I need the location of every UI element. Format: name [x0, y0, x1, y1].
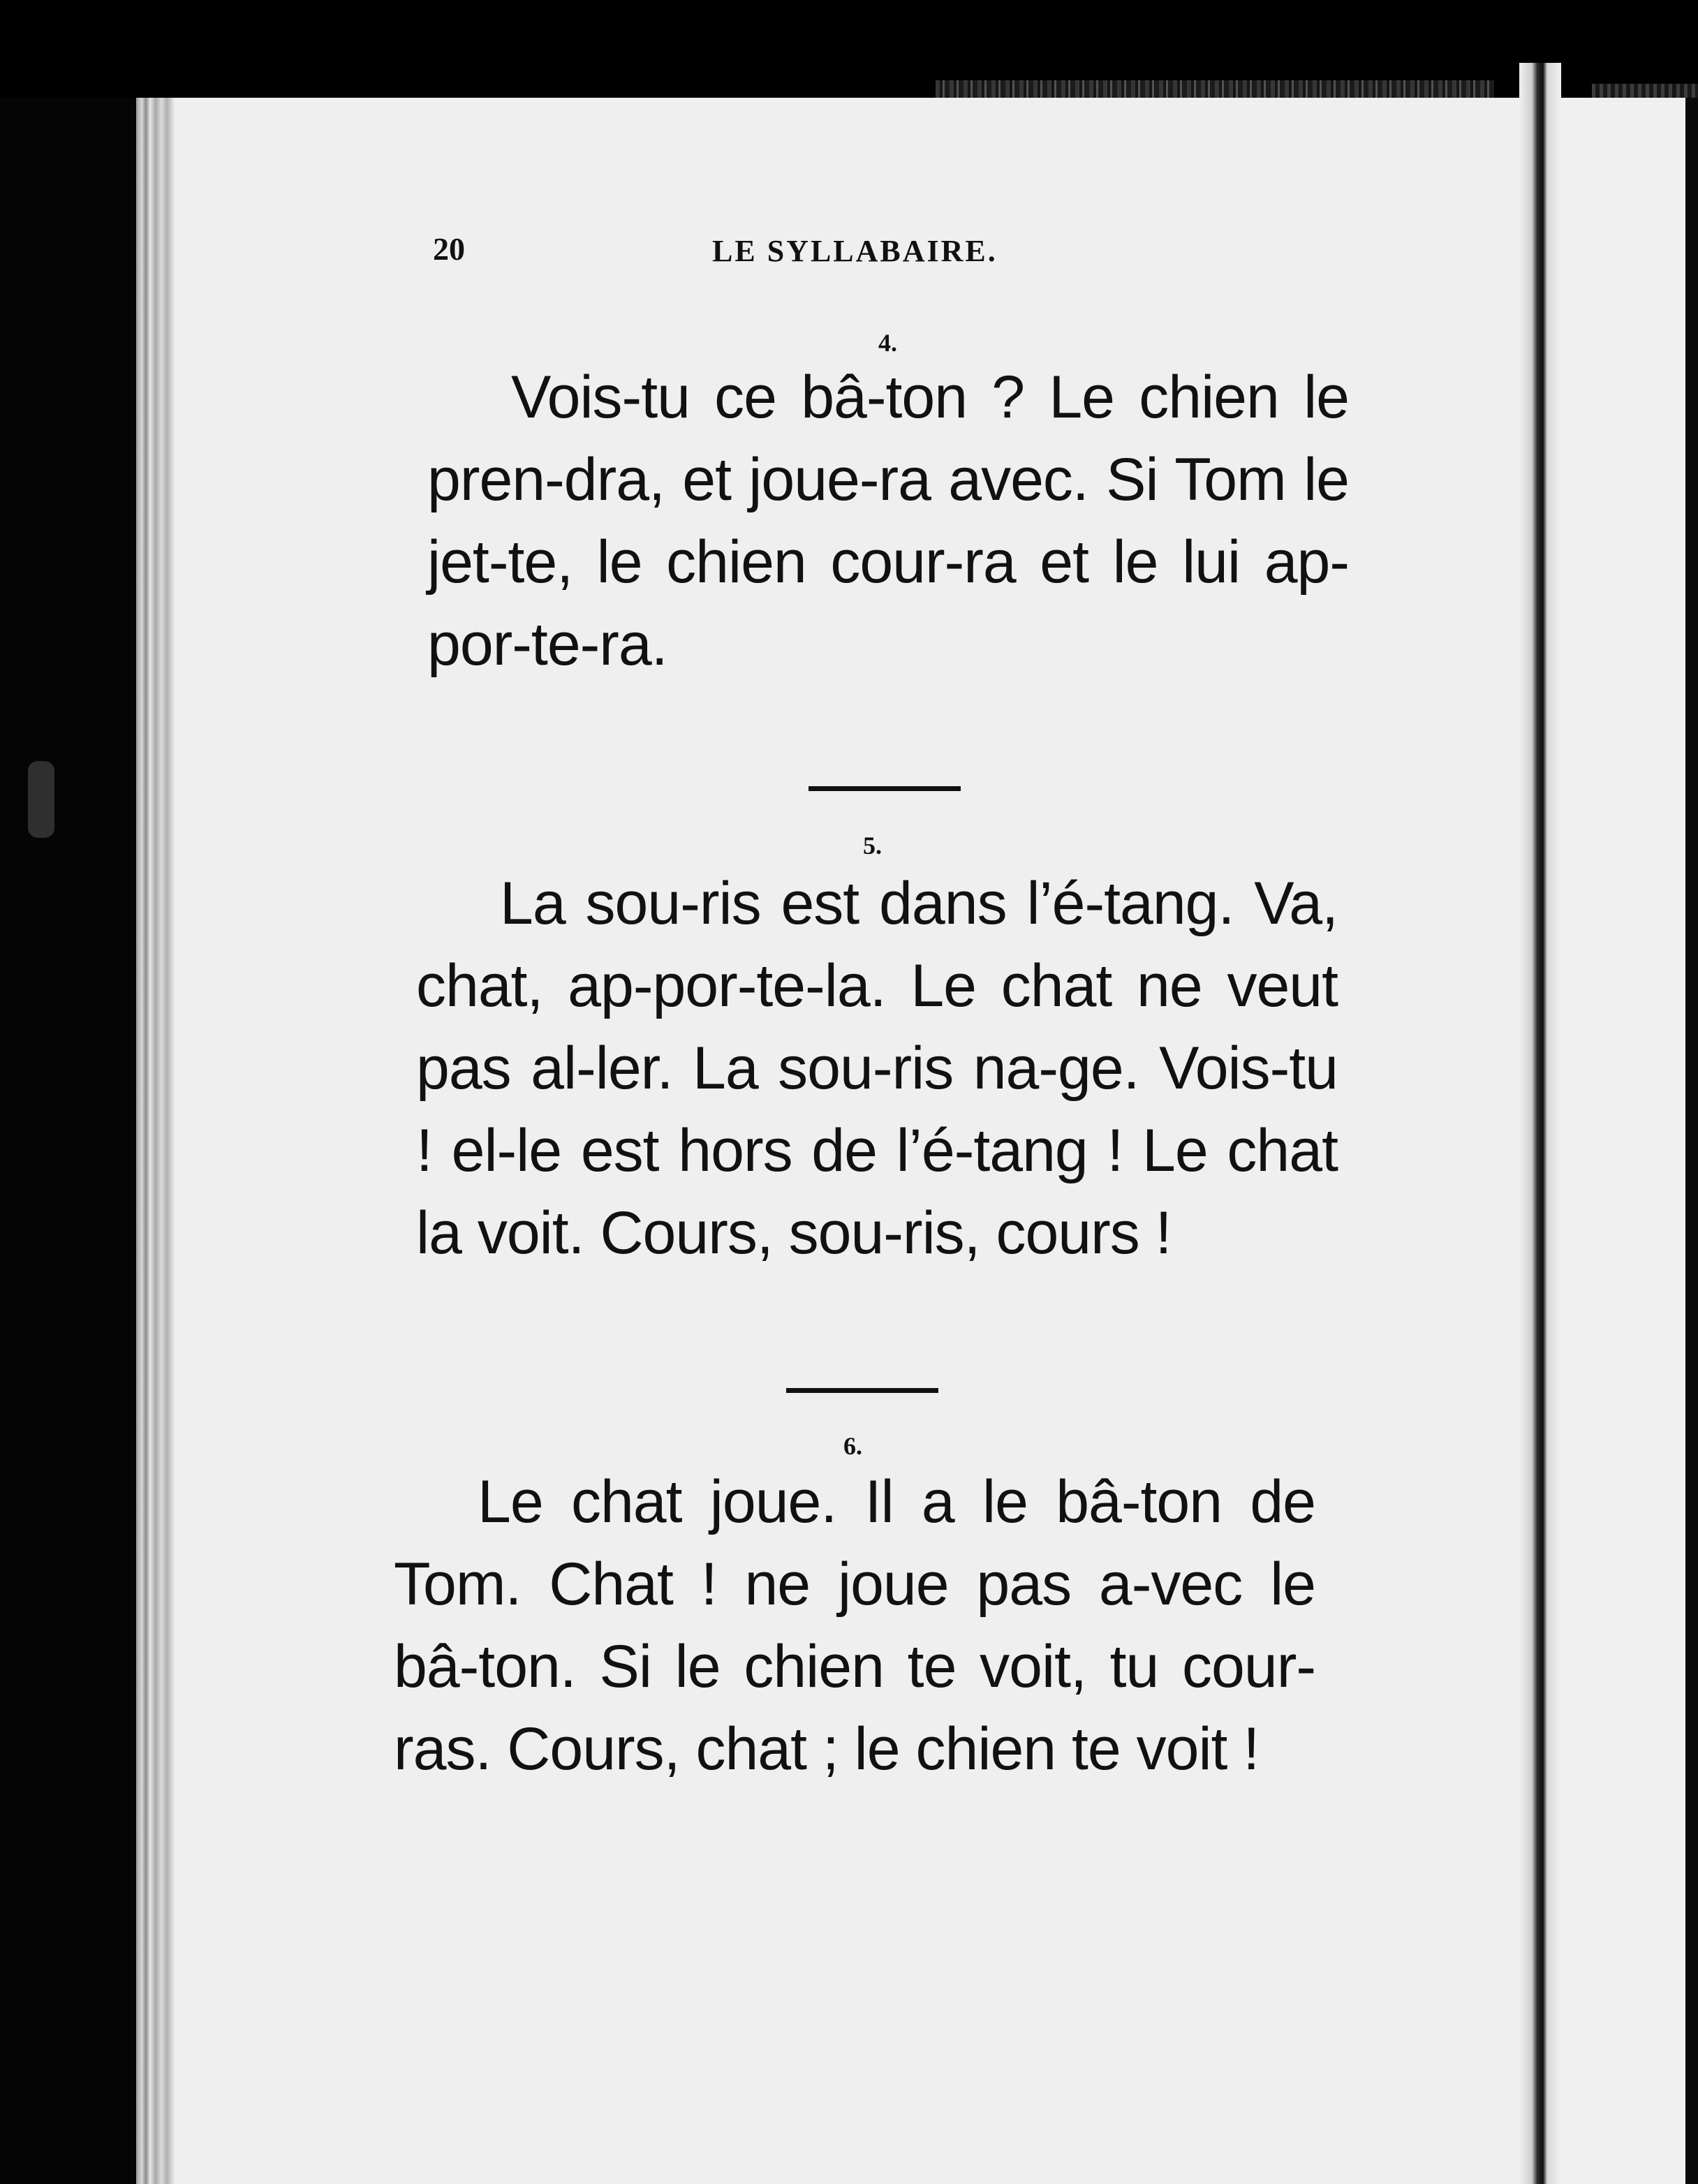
running-title: LE SYLLABAIRE.: [712, 234, 998, 268]
section-divider: [786, 1388, 938, 1393]
section-number: 6.: [843, 1432, 862, 1460]
facing-page-edge: [1561, 98, 1698, 2184]
page-number: 20: [433, 231, 465, 267]
page-stack-edge: [136, 98, 175, 2184]
paragraph: Vois-tu ce bâ-ton ? Le chien le pren-dra, et joue-ra avec. Si Tom le jet-te, le chien cour-ra et le lui ap-por-te-ra.: [427, 364, 1349, 678]
scan-artifact: [28, 761, 54, 838]
scan-noise: [936, 80, 1494, 100]
scan-right-border: [1685, 98, 1698, 2184]
book-spine: [1519, 63, 1561, 2184]
paragraph: Le chat joue. Il a le bâ-ton de Tom. Chat ! ne joue pas a-vec le bâ-ton. Si le chien te voit, tu cour-ras. Cours, chat ; le chien te voit !: [394, 1468, 1315, 1783]
page-header: [433, 230, 1396, 279]
section-number: 4.: [878, 329, 897, 357]
section-divider: [809, 786, 961, 791]
section-number: 5.: [863, 832, 882, 859]
paragraph: La sou-ris est dans l’é-tang. Va, chat, ap-por-te-la. Le chat ne veut pas al-ler. La sou-ris na-ge. Vois-tu ! el-le est hors de l’é-tang ! Le chat la voit. Cours, sou-ris, cours !: [416, 870, 1338, 1267]
